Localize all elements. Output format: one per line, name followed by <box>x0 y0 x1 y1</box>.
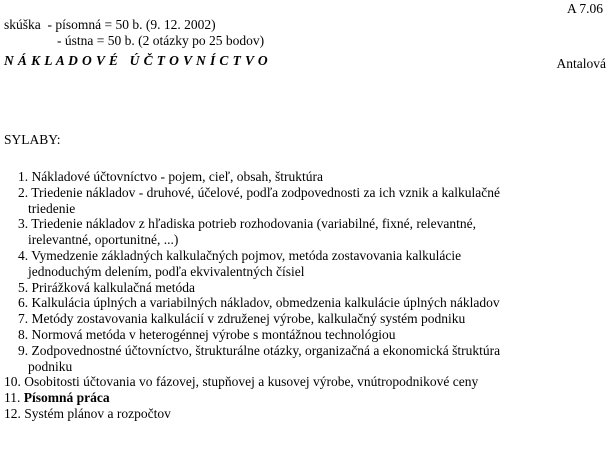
item-number: 12. <box>4 405 21 421</box>
item-number: 10. <box>4 374 21 390</box>
course-title: N Á K L A D O V É Ú Č T O V N Í C T V O <box>4 53 269 68</box>
syllabus-item <box>4 295 604 311</box>
item-number: 6. <box>18 295 29 311</box>
item-number: 7. <box>18 311 29 327</box>
author-name: Antalová <box>556 56 606 71</box>
syllabus-item <box>4 248 604 280</box>
syllabus-item <box>4 327 604 343</box>
item-text: Triedenie nákladov - druhové, účelové, podľa zodpovednosti za ich vznik a kalkulačné <box>31 184 500 200</box>
item-number: 1. <box>18 169 29 184</box>
syllabus-item <box>4 343 604 375</box>
item-text: Triedenie nákladov z hľadiska potrieb rozhodovania (variabilné, fixné, relevantné, <box>31 216 476 232</box>
syllabus-item <box>4 311 604 327</box>
item-number: 5. <box>18 279 29 295</box>
syllabus-item <box>4 280 604 296</box>
exam-oral-line <box>4 33 264 49</box>
item-text: Písomná práca <box>23 390 110 406</box>
exam-oral-text: - ústna = 50 b. (2 otázky po 25 bodov) <box>57 33 265 48</box>
exam-written-line: skúška - písomná = 50 b. (9. 12. 2002) <box>4 17 216 32</box>
syllabus-heading: SYLABY: <box>4 132 61 147</box>
syllabus-item <box>4 374 604 390</box>
item-number: 11. <box>4 390 21 406</box>
item-text: Metódy zostavovania kalkulácií v združenej výrobe, kalkulačný systém podniku <box>31 311 466 327</box>
item-text-continued: triedenie <box>28 200 76 216</box>
syllabus-item <box>4 390 604 406</box>
item-text-continued: jednoduchým delením, podľa ekvivalentných čísiel <box>28 263 305 279</box>
syllabus-item <box>4 169 604 185</box>
item-text-continued: irelevantné, oportunitné, ...) <box>28 232 179 248</box>
document-code: A 7.06 <box>566 1 603 16</box>
item-text: Prirážková kalkulačná metóda <box>31 279 195 295</box>
item-text: Kalkulácia úplných a variabilných nákladov, obmedzenia kalkulácie úplných nákladov <box>31 295 500 311</box>
item-text: Nákladové účtovníctvo - pojem, cieľ, obsah, štruktúra <box>31 169 324 184</box>
syllabus-item <box>4 216 604 248</box>
item-text: Osobitosti účtovania vo fázovej, stupňovej a kusovej výrobe, vnútropodnikové ceny <box>24 374 479 390</box>
item-text: Zodpovednostné účtovníctvo, štrukturálne otázky, organizačná a ekonomická štruktúra <box>31 342 501 358</box>
syllabus-item <box>4 406 604 422</box>
item-number: 9. <box>18 342 29 358</box>
item-number: 8. <box>18 326 29 342</box>
item-number: 4. <box>18 247 29 263</box>
item-text: Systém plánov a rozpočtov <box>24 405 171 421</box>
item-number: 2. <box>18 184 29 200</box>
syllabus-list <box>4 169 604 422</box>
item-number: 3. <box>18 216 29 232</box>
syllabus-item <box>4 185 604 217</box>
item-text-continued: podniku <box>28 358 73 374</box>
item-text: Vymedzenie základných kalkulačných pojmov, metóda zostavovania kalkulácie <box>31 247 462 263</box>
item-text: Normová metóda v heterogénnej výrobe s montážnou technológiou <box>31 326 396 342</box>
